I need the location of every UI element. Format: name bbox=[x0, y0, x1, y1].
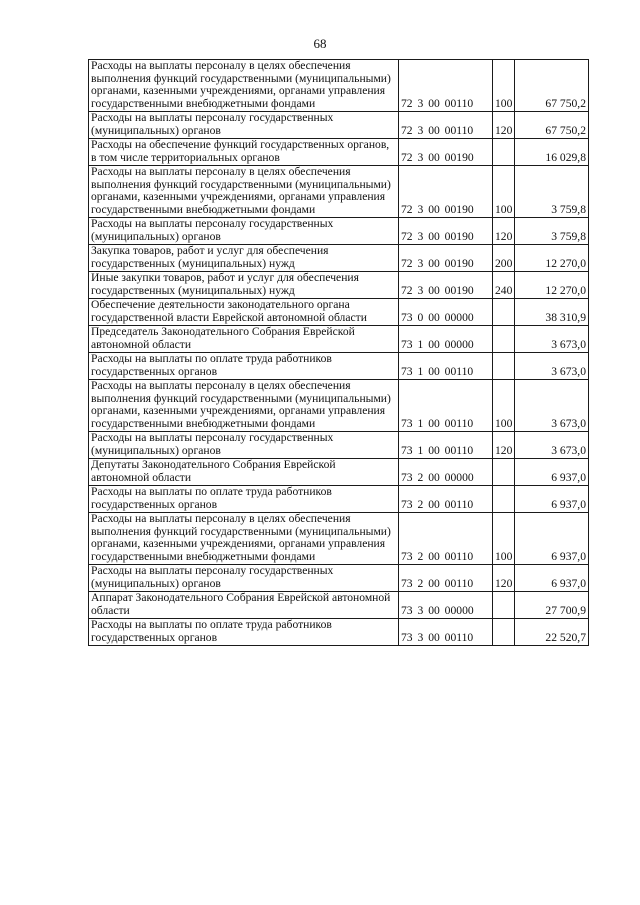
row-amount: 12 270,0 bbox=[515, 245, 589, 272]
table-row bbox=[89, 565, 589, 592]
row-expense-type bbox=[493, 299, 515, 326]
row-expense-type: 120 bbox=[493, 565, 515, 592]
row-code: 73 1 00 00110 bbox=[399, 353, 493, 380]
row-amount: 27 700,9 bbox=[515, 592, 589, 619]
budget-table-body bbox=[89, 60, 589, 646]
row-description: Расходы на выплаты персоналу государственных (муниципальных) органов bbox=[89, 432, 399, 459]
row-description: Расходы на выплаты персоналу в целях обеспечения выполнения функций государственными (муниципальными) органами, казенными учреждениями, органами управления государственными внебюджетными фондами bbox=[89, 380, 399, 432]
row-expense-type bbox=[493, 353, 515, 380]
row-amount: 67 750,2 bbox=[515, 112, 589, 139]
row-expense-type: 120 bbox=[493, 112, 515, 139]
row-code: 72 3 00 00190 bbox=[399, 166, 493, 218]
row-expense-type: 120 bbox=[493, 432, 515, 459]
table-row bbox=[89, 353, 589, 380]
row-expense-type bbox=[493, 592, 515, 619]
row-amount: 3 759,8 bbox=[515, 218, 589, 245]
row-amount: 6 937,0 bbox=[515, 513, 589, 565]
table-row bbox=[89, 486, 589, 513]
row-code: 72 3 00 00190 bbox=[399, 272, 493, 299]
row-code: 73 2 00 00110 bbox=[399, 565, 493, 592]
table-row bbox=[89, 60, 589, 112]
row-code: 72 3 00 00190 bbox=[399, 139, 493, 166]
row-amount: 6 937,0 bbox=[515, 486, 589, 513]
row-expense-type: 120 bbox=[493, 218, 515, 245]
row-description: Расходы на выплаты персоналу государственных (муниципальных) органов bbox=[89, 218, 399, 245]
row-amount: 16 029,8 bbox=[515, 139, 589, 166]
row-expense-type bbox=[493, 619, 515, 646]
row-amount: 3 673,0 bbox=[515, 353, 589, 380]
table-row bbox=[89, 166, 589, 218]
row-description: Расходы на выплаты персоналу государственных (муниципальных) органов bbox=[89, 112, 399, 139]
budget-table bbox=[88, 59, 589, 646]
row-description: Иные закупки товаров, работ и услуг для обеспечения государственных (муниципальных) нужд bbox=[89, 272, 399, 299]
table-row bbox=[89, 459, 589, 486]
row-expense-type bbox=[493, 459, 515, 486]
row-amount: 3 673,0 bbox=[515, 326, 589, 353]
row-amount: 3 759,8 bbox=[515, 166, 589, 218]
row-description: Расходы на выплаты персоналу государственных (муниципальных) органов bbox=[89, 565, 399, 592]
row-expense-type: 100 bbox=[493, 513, 515, 565]
row-amount: 6 937,0 bbox=[515, 565, 589, 592]
table-row bbox=[89, 513, 589, 565]
row-code: 73 2 00 00110 bbox=[399, 486, 493, 513]
row-code: 73 3 00 00110 bbox=[399, 619, 493, 646]
row-description: Аппарат Законодательного Собрания Еврейской автономной области bbox=[89, 592, 399, 619]
row-description: Обеспечение деятельности законодательного органа государственной власти Еврейской автономной области bbox=[89, 299, 399, 326]
row-code: 73 1 00 00110 bbox=[399, 380, 493, 432]
row-expense-type: 100 bbox=[493, 380, 515, 432]
row-amount: 38 310,9 bbox=[515, 299, 589, 326]
row-code: 73 3 00 00000 bbox=[399, 592, 493, 619]
row-description: Расходы на выплаты по оплате труда работников государственных органов bbox=[89, 486, 399, 513]
row-amount: 12 270,0 bbox=[515, 272, 589, 299]
table-row bbox=[89, 139, 589, 166]
row-description: Расходы на выплаты персоналу в целях обеспечения выполнения функций государственными (муниципальными) органами, казенными учреждениями, органами управления государственными внебюджетными фондами bbox=[89, 60, 399, 112]
table-row bbox=[89, 326, 589, 353]
row-code: 73 1 00 00110 bbox=[399, 432, 493, 459]
row-description: Расходы на выплаты по оплате труда работников государственных органов bbox=[89, 619, 399, 646]
table-row bbox=[89, 272, 589, 299]
page-number: 68 bbox=[313, 36, 327, 51]
table-row bbox=[89, 592, 589, 619]
row-code: 73 0 00 00000 bbox=[399, 299, 493, 326]
row-description: Депутаты Законодательного Собрания Еврейской автономной области bbox=[89, 459, 399, 486]
row-code: 72 3 00 00190 bbox=[399, 218, 493, 245]
row-code: 72 3 00 00110 bbox=[399, 112, 493, 139]
row-description: Расходы на выплаты по оплате труда работников государственных органов bbox=[89, 353, 399, 380]
row-expense-type: 200 bbox=[493, 245, 515, 272]
table-row bbox=[89, 380, 589, 432]
row-code: 73 2 00 00110 bbox=[399, 513, 493, 565]
row-description: Закупка товаров, работ и услуг для обеспечения государственных (муниципальных) нужд bbox=[89, 245, 399, 272]
row-expense-type bbox=[493, 139, 515, 166]
row-description: Расходы на обеспечение функций государственных органов, в том числе территориальных органов bbox=[89, 139, 399, 166]
row-code: 72 3 00 00110 bbox=[399, 60, 493, 112]
table-row bbox=[89, 218, 589, 245]
row-amount: 3 673,0 bbox=[515, 432, 589, 459]
table-row bbox=[89, 432, 589, 459]
row-expense-type: 240 bbox=[493, 272, 515, 299]
table-row bbox=[89, 619, 589, 646]
row-amount: 3 673,0 bbox=[515, 380, 589, 432]
row-expense-type: 100 bbox=[493, 166, 515, 218]
table-row bbox=[89, 245, 589, 272]
row-code: 73 1 00 00000 bbox=[399, 326, 493, 353]
row-description: Расходы на выплаты персоналу в целях обеспечения выполнения функций государственными (муниципальными) органами, казенными учреждениями, органами управления государственными внебюджетными фондами bbox=[89, 166, 399, 218]
row-code: 73 2 00 00000 bbox=[399, 459, 493, 486]
row-description: Председатель Законодательного Собрания Еврейской автономной области bbox=[89, 326, 399, 353]
row-amount: 67 750,2 bbox=[515, 60, 589, 112]
table-row bbox=[89, 112, 589, 139]
row-code: 72 3 00 00190 bbox=[399, 245, 493, 272]
row-expense-type bbox=[493, 326, 515, 353]
table-row bbox=[89, 299, 589, 326]
row-amount: 6 937,0 bbox=[515, 459, 589, 486]
row-description: Расходы на выплаты персоналу в целях обеспечения выполнения функций государственными (муниципальными) органами, казенными учреждениями, органами управления государственными внебюджетными фондами bbox=[89, 513, 399, 565]
row-amount: 22 520,7 bbox=[515, 619, 589, 646]
row-expense-type bbox=[493, 486, 515, 513]
row-expense-type: 100 bbox=[493, 60, 515, 112]
